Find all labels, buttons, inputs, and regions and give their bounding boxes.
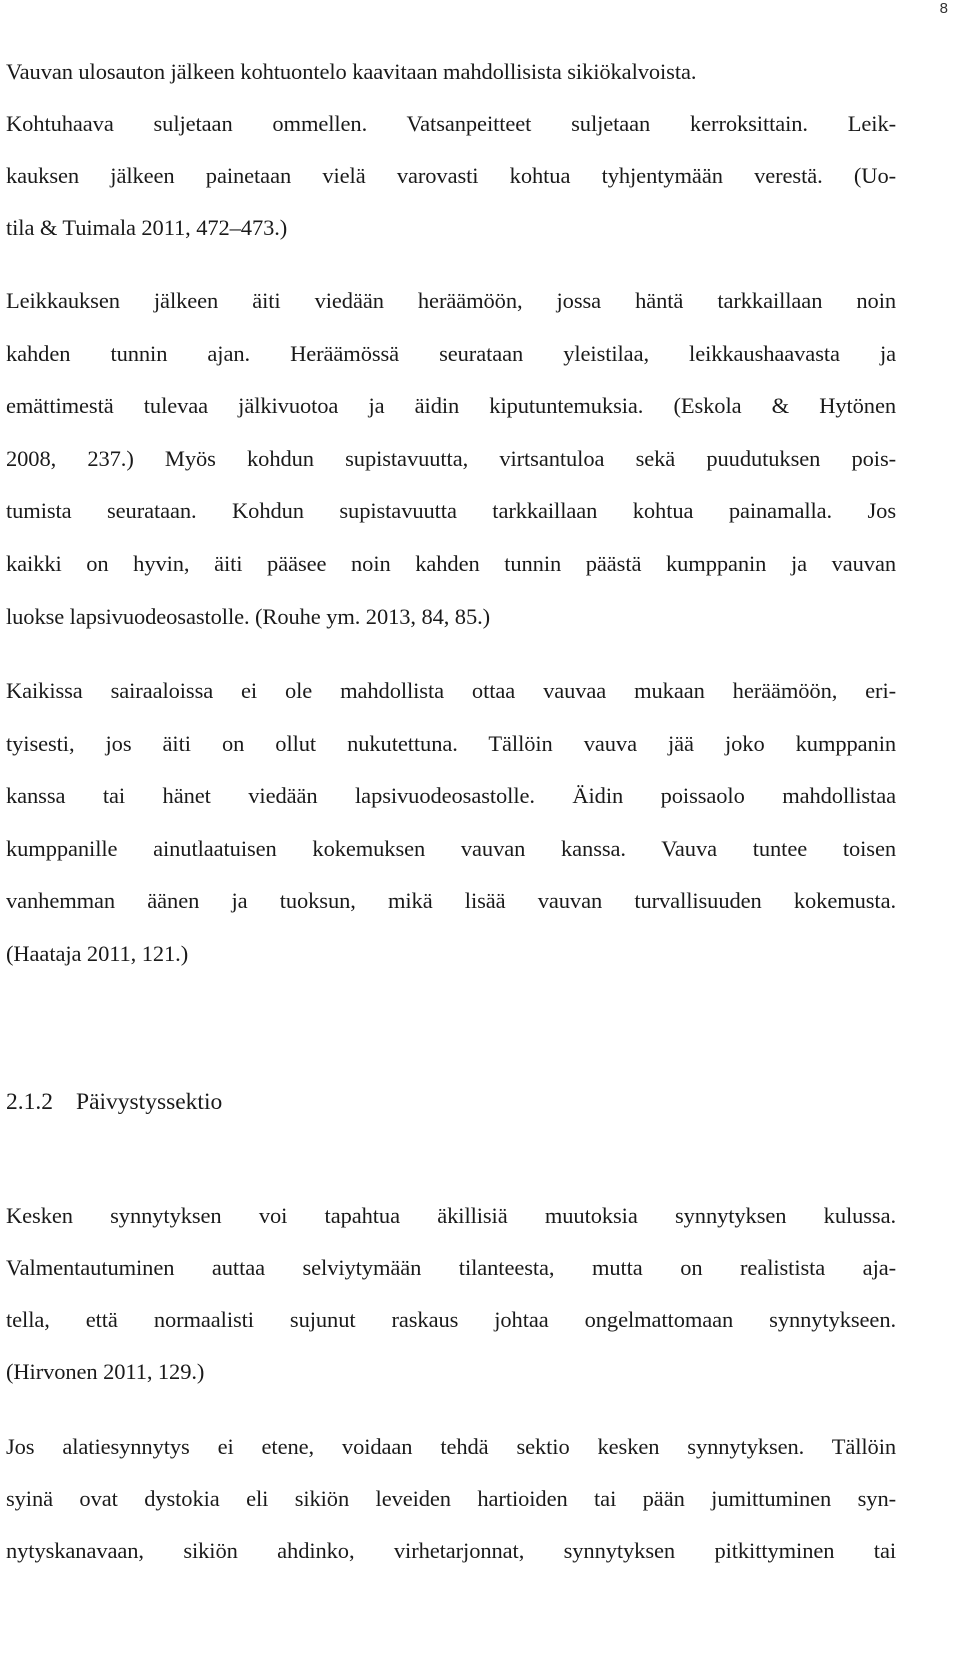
text-line: nytyskanavaan, sikiön ahdinko, virhetarjonnat, synnytyksen pitkittyminen tai (6, 1538, 896, 1563)
text-line: kaikki on hyvin, äiti pääsee noin kahden tunnin päästä kumppanin ja vauvan (6, 550, 896, 576)
text-line: luokse lapsivuodeosastolle. (Rouhe ym. 2013, 84, 85.) (6, 603, 491, 629)
text-line: tyisesti, jos äiti on ollut nukutettuna. Tällöin vauva jää joko kumppanin (6, 730, 896, 756)
text-line: 2008, 237.) Myös kohdun supistavuutta, virtsantuloa sekä puudutuksen pois- (6, 445, 896, 471)
text-line: Jos alatiesynnytys ei etene, voidaan tehdä sektio kesken synnytyksen. Tällöin (6, 1434, 896, 1459)
text-line: kahden tunnin ajan. Heräämössä seurataan yleistilaa, leikkaushaavasta ja (6, 340, 896, 366)
text-line: kanssa tai hänet viedään lapsivuodeosastolle. Äidin poissaolo mahdollistaa (6, 783, 896, 809)
text-line: Kaikissa sairaaloissa ei ole mahdollista ottaa vauvaa mukaan heräämöön, eri- (6, 678, 896, 703)
text-line: kumppanille ainutlaatuisen kokemuksen vauvan kanssa. Vauva tuntee toisen (6, 835, 896, 861)
paragraph-c-section-closure (6, 46, 896, 254)
paragraph-sudden-changes (6, 1190, 896, 1398)
text-line: emättimestä tulevaa jälkivuotoa ja äidin kiputuntemuksia. (Eskola & Hytönen (6, 393, 896, 419)
text-line: syinä ovat dystokia eli sikiön leveiden hartioiden tai pään jumittuminen syn- (6, 1486, 896, 1511)
text-line: vanhemman äänen ja tuoksun, mikä lisää vauvan turvallisuuden kokemusta. (6, 888, 896, 914)
text-line: Vauvan ulosauton jälkeen kohtuontelo kaavitaan mahdollisista sikiökalvoista. (6, 59, 697, 84)
section-heading (6, 1080, 222, 1124)
text-line: Valmentautuminen auttaa selviytymään tilanteesta, mutta on realistista aja- (6, 1255, 896, 1280)
paragraph-emergency-section-reasons (6, 1421, 896, 1577)
text-line: (Haataja 2011, 121.) (6, 940, 189, 966)
page-number: 8 (939, 0, 948, 17)
section-number: 2.1.2 (6, 1089, 53, 1115)
text-line: Kesken synnytyksen voi tapahtua äkillisiä muutoksia synnytyksen kulussa. (6, 1203, 896, 1228)
text-line: Leikkauksen jälkeen äiti viedään heräämöön, jossa häntä tarkkaillaan noin (6, 288, 896, 313)
section-title: Päivystyssektio (76, 1089, 223, 1115)
text-line: tumista seurataan. Kohdun supistavuutta tarkkaillaan kohtua painamalla. Jos (6, 498, 896, 524)
paragraph-partner-with-baby (6, 665, 896, 981)
text-line: Kohtuhaava suljetaan ommellen. Vatsanpeitteet suljetaan kerroksittain. Leik- (6, 111, 896, 136)
text-line: tella, että normaalisti sujunut raskaus johtaa ongelmattomaan synnytykseen. (6, 1307, 896, 1332)
text-line: kauksen jälkeen painetaan vielä varovasti kohtua tyhjentymään verestä. (Uo- (6, 163, 896, 188)
paragraph-recovery-room (6, 275, 896, 643)
text-line: (Hirvonen 2011, 129.) (6, 1359, 205, 1384)
text-line: tila & Tuimala 2011, 472–473.) (6, 215, 288, 240)
